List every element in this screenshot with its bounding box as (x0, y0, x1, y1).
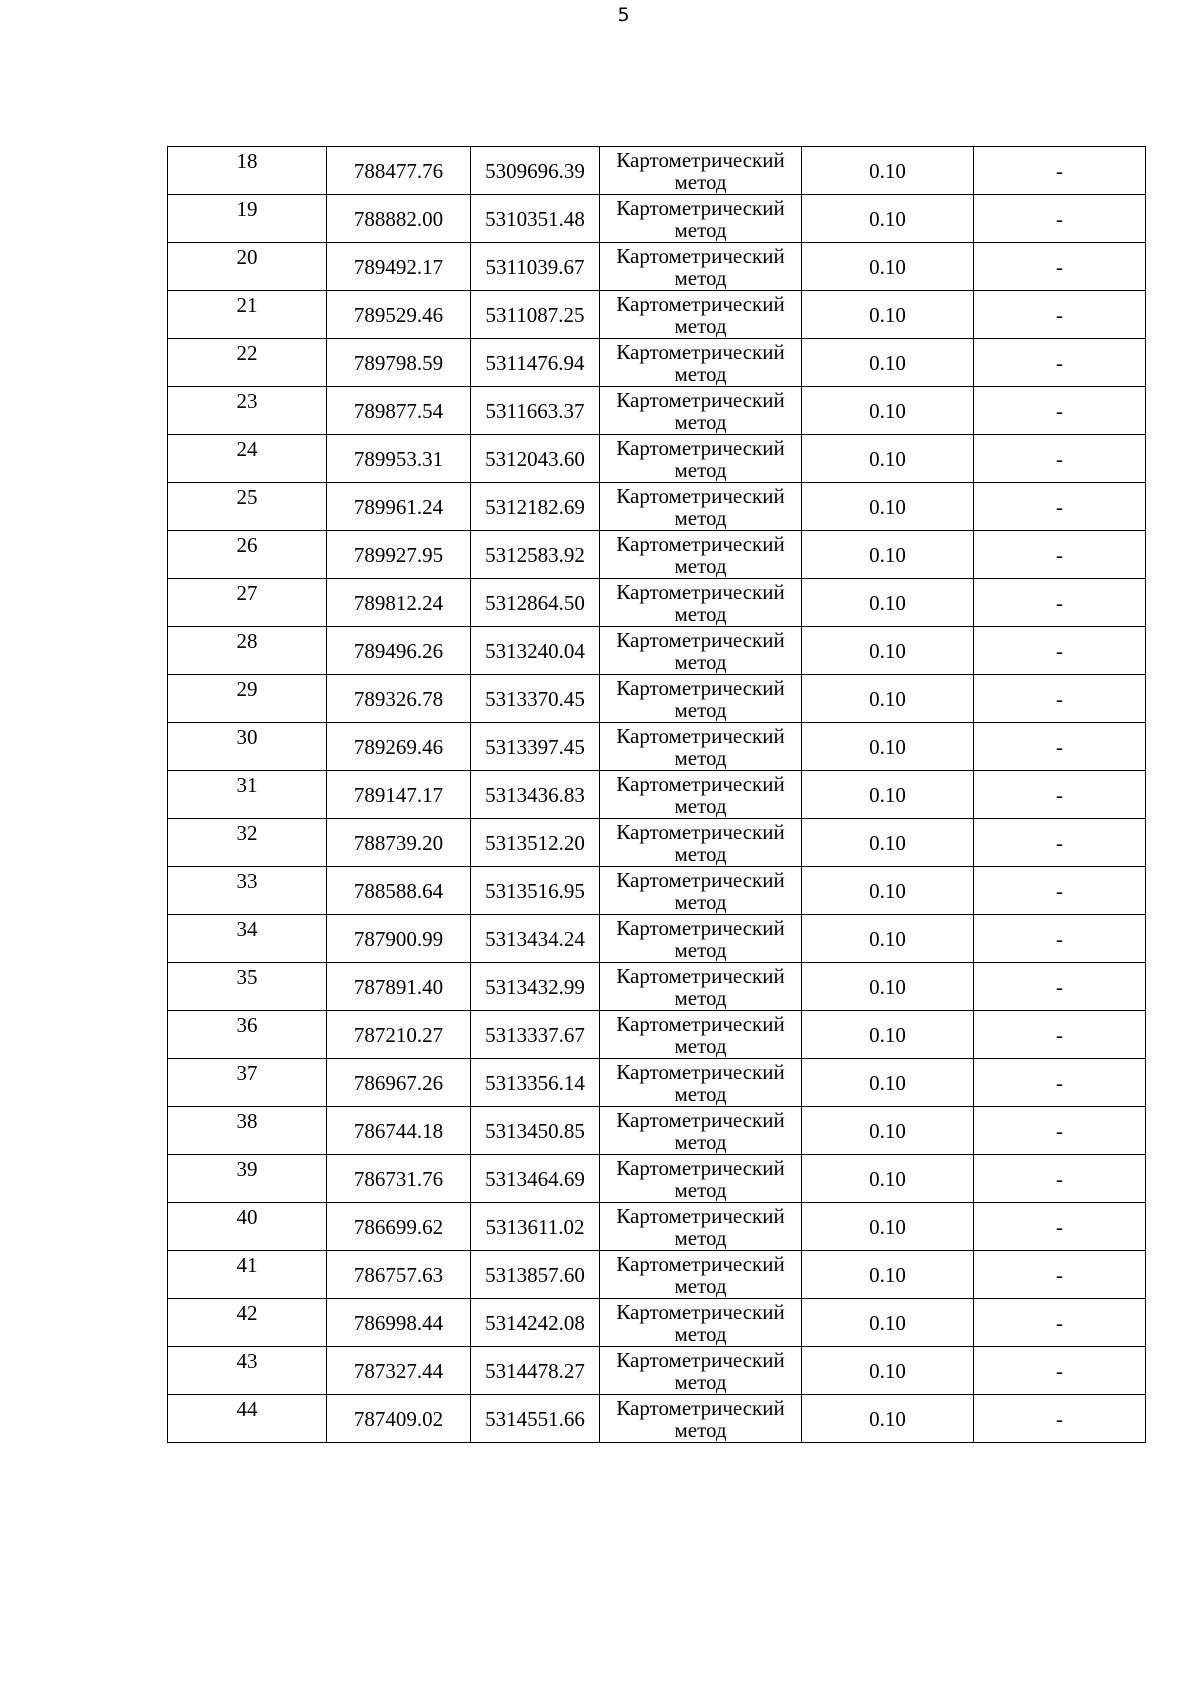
table-row (168, 483, 1146, 531)
method-line-2: метод (674, 1081, 727, 1106)
note-cell: - (974, 915, 1146, 963)
method-cell (600, 291, 802, 339)
note-cell: - (974, 1011, 1146, 1059)
accuracy-cell: 0.10 (802, 1011, 974, 1059)
x-coordinate-cell: 788588.64 (327, 867, 471, 915)
table-row (168, 1299, 1146, 1347)
method-cell (600, 627, 802, 675)
method-cell (600, 915, 802, 963)
y-coordinate-cell: 5311039.67 (471, 243, 600, 291)
accuracy-cell: 0.10 (802, 291, 974, 339)
y-coordinate-cell: 5313464.69 (471, 1155, 600, 1203)
note-cell: - (974, 339, 1146, 387)
accuracy-cell: 0.10 (802, 195, 974, 243)
point-number-cell: 40 (168, 1203, 327, 1251)
method-cell (600, 243, 802, 291)
table-row (168, 1059, 1146, 1107)
point-number-cell: 23 (168, 387, 327, 435)
accuracy-cell: 0.10 (802, 1251, 974, 1299)
method-line-1: Картометрический (616, 1251, 785, 1276)
table-row (168, 435, 1146, 483)
table-row (168, 387, 1146, 435)
y-coordinate-cell: 5312182.69 (471, 483, 600, 531)
accuracy-cell: 0.10 (802, 243, 974, 291)
x-coordinate-cell: 786744.18 (327, 1107, 471, 1155)
method-line-1: Картометрический (616, 1155, 785, 1180)
table-row (168, 771, 1146, 819)
method-cell (600, 1011, 802, 1059)
method-line-2: метод (674, 601, 727, 626)
method-cell (600, 1107, 802, 1155)
y-coordinate-cell: 5313337.67 (471, 1011, 600, 1059)
table-row (168, 243, 1146, 291)
method-line-2: метод (674, 985, 727, 1010)
table-row (168, 867, 1146, 915)
point-number-cell: 36 (168, 1011, 327, 1059)
table-row (168, 1347, 1146, 1395)
note-cell: - (974, 1299, 1146, 1347)
y-coordinate-cell: 5313356.14 (471, 1059, 600, 1107)
point-number-cell: 26 (168, 531, 327, 579)
x-coordinate-cell: 789877.54 (327, 387, 471, 435)
table-row (168, 339, 1146, 387)
method-line-1: Картометрический (616, 483, 785, 508)
method-cell (600, 1203, 802, 1251)
y-coordinate-cell: 5313434.24 (471, 915, 600, 963)
table-row (168, 627, 1146, 675)
method-line-2: метод (674, 553, 727, 578)
method-line-1: Картометрический (616, 387, 785, 412)
y-coordinate-cell: 5311476.94 (471, 339, 600, 387)
x-coordinate-cell: 789492.17 (327, 243, 471, 291)
method-line-2: метод (674, 1321, 727, 1346)
method-line-1: Картометрический (616, 291, 785, 316)
note-cell: - (974, 1203, 1146, 1251)
accuracy-cell: 0.10 (802, 963, 974, 1011)
method-cell (600, 723, 802, 771)
method-line-1: Картометрический (616, 1347, 785, 1372)
x-coordinate-cell: 789326.78 (327, 675, 471, 723)
note-cell: - (974, 387, 1146, 435)
method-cell (600, 771, 802, 819)
accuracy-cell: 0.10 (802, 1203, 974, 1251)
method-line-2: метод (674, 409, 727, 434)
x-coordinate-cell: 789147.17 (327, 771, 471, 819)
note-cell: - (974, 723, 1146, 771)
point-number-cell: 20 (168, 243, 327, 291)
method-cell (600, 387, 802, 435)
table-row (168, 1251, 1146, 1299)
method-line-2: метод (674, 1417, 727, 1442)
method-line-1: Картометрический (616, 627, 785, 652)
y-coordinate-cell: 5312043.60 (471, 435, 600, 483)
point-number-cell: 24 (168, 435, 327, 483)
accuracy-cell: 0.10 (802, 435, 974, 483)
point-number-cell: 27 (168, 579, 327, 627)
method-line-2: метод (674, 649, 727, 674)
note-cell: - (974, 195, 1146, 243)
method-line-2: метод (674, 313, 727, 338)
point-number-cell: 33 (168, 867, 327, 915)
note-cell: - (974, 579, 1146, 627)
note-cell: - (974, 1107, 1146, 1155)
method-line-1: Картометрический (616, 579, 785, 604)
point-number-cell: 34 (168, 915, 327, 963)
y-coordinate-cell: 5310351.48 (471, 195, 600, 243)
method-cell (600, 1251, 802, 1299)
accuracy-cell: 0.10 (802, 627, 974, 675)
point-number-cell: 43 (168, 1347, 327, 1395)
accuracy-cell: 0.10 (802, 531, 974, 579)
method-line-2: метод (674, 1033, 727, 1058)
y-coordinate-cell: 5311663.37 (471, 387, 600, 435)
note-cell: - (974, 531, 1146, 579)
accuracy-cell: 0.10 (802, 1155, 974, 1203)
table-row (168, 291, 1146, 339)
y-coordinate-cell: 5314242.08 (471, 1299, 600, 1347)
method-line-2: метод (674, 793, 727, 818)
x-coordinate-cell: 789529.46 (327, 291, 471, 339)
y-coordinate-cell: 5311087.25 (471, 291, 600, 339)
table-row (168, 915, 1146, 963)
method-line-1: Картометрический (616, 819, 785, 844)
note-cell: - (974, 1155, 1146, 1203)
method-cell (600, 1299, 802, 1347)
coordinates-table-body (168, 147, 1146, 1443)
method-line-1: Картометрический (616, 1203, 785, 1228)
table-row (168, 675, 1146, 723)
table-row (168, 1155, 1146, 1203)
y-coordinate-cell: 5313512.20 (471, 819, 600, 867)
note-cell: - (974, 1395, 1146, 1443)
method-line-1: Картометрический (616, 1299, 785, 1324)
method-line-2: метод (674, 361, 727, 386)
point-number-cell: 31 (168, 771, 327, 819)
method-line-2: метод (674, 1369, 727, 1394)
method-cell (600, 1347, 802, 1395)
y-coordinate-cell: 5313370.45 (471, 675, 600, 723)
table-row (168, 147, 1146, 195)
x-coordinate-cell: 789927.95 (327, 531, 471, 579)
table-row (168, 819, 1146, 867)
y-coordinate-cell: 5313450.85 (471, 1107, 600, 1155)
method-line-1: Картометрический (616, 1011, 785, 1036)
method-cell (600, 675, 802, 723)
method-line-2: метод (674, 889, 727, 914)
method-line-1: Картометрический (616, 1059, 785, 1084)
method-line-1: Картометрический (616, 1395, 785, 1420)
point-number-cell: 21 (168, 291, 327, 339)
y-coordinate-cell: 5309696.39 (471, 147, 600, 195)
accuracy-cell: 0.10 (802, 675, 974, 723)
method-line-1: Картометрический (616, 147, 785, 172)
method-line-2: метод (674, 697, 727, 722)
method-line-2: метод (674, 265, 727, 290)
method-cell (600, 435, 802, 483)
table-row (168, 195, 1146, 243)
y-coordinate-cell: 5313611.02 (471, 1203, 600, 1251)
table-row (168, 579, 1146, 627)
method-cell (600, 147, 802, 195)
method-cell (600, 1395, 802, 1443)
note-cell: - (974, 147, 1146, 195)
y-coordinate-cell: 5313857.60 (471, 1251, 600, 1299)
note-cell: - (974, 483, 1146, 531)
method-cell (600, 483, 802, 531)
point-number-cell: 44 (168, 1395, 327, 1443)
method-cell (600, 1155, 802, 1203)
y-coordinate-cell: 5313240.04 (471, 627, 600, 675)
method-line-1: Картометрический (616, 867, 785, 892)
y-coordinate-cell: 5313516.95 (471, 867, 600, 915)
table-row (168, 723, 1146, 771)
x-coordinate-cell: 787327.44 (327, 1347, 471, 1395)
x-coordinate-cell: 787900.99 (327, 915, 471, 963)
accuracy-cell: 0.10 (802, 1107, 974, 1155)
note-cell: - (974, 1347, 1146, 1395)
point-number-cell: 41 (168, 1251, 327, 1299)
x-coordinate-cell: 788882.00 (327, 195, 471, 243)
method-line-2: метод (674, 169, 727, 194)
method-line-2: метод (674, 1177, 727, 1202)
note-cell: - (974, 819, 1146, 867)
x-coordinate-cell: 786731.76 (327, 1155, 471, 1203)
table-row (168, 1107, 1146, 1155)
method-cell (600, 531, 802, 579)
method-cell (600, 819, 802, 867)
point-number-cell: 22 (168, 339, 327, 387)
coordinates-table (167, 146, 1146, 1443)
point-number-cell: 19 (168, 195, 327, 243)
accuracy-cell: 0.10 (802, 1395, 974, 1443)
table-row (168, 1203, 1146, 1251)
x-coordinate-cell: 788739.20 (327, 819, 471, 867)
method-line-1: Картометрический (616, 243, 785, 268)
x-coordinate-cell: 789812.24 (327, 579, 471, 627)
accuracy-cell: 0.10 (802, 387, 974, 435)
point-number-cell: 30 (168, 723, 327, 771)
method-line-2: метод (674, 1225, 727, 1250)
method-line-2: метод (674, 937, 727, 962)
note-cell: - (974, 867, 1146, 915)
method-line-2: метод (674, 1273, 727, 1298)
method-line-1: Картометрический (616, 1107, 785, 1132)
x-coordinate-cell: 789953.31 (327, 435, 471, 483)
accuracy-cell: 0.10 (802, 819, 974, 867)
method-line-1: Картометрический (616, 723, 785, 748)
table-row (168, 963, 1146, 1011)
x-coordinate-cell: 786998.44 (327, 1299, 471, 1347)
method-line-1: Картометрический (616, 675, 785, 700)
method-line-2: метод (674, 457, 727, 482)
table-row (168, 1395, 1146, 1443)
point-number-cell: 42 (168, 1299, 327, 1347)
x-coordinate-cell: 788477.76 (327, 147, 471, 195)
method-cell (600, 579, 802, 627)
point-number-cell: 29 (168, 675, 327, 723)
point-number-cell: 37 (168, 1059, 327, 1107)
note-cell: - (974, 243, 1146, 291)
method-cell (600, 1059, 802, 1107)
note-cell: - (974, 771, 1146, 819)
y-coordinate-cell: 5314478.27 (471, 1347, 600, 1395)
x-coordinate-cell: 787409.02 (327, 1395, 471, 1443)
method-cell (600, 963, 802, 1011)
note-cell: - (974, 675, 1146, 723)
accuracy-cell: 0.10 (802, 1347, 974, 1395)
point-number-cell: 38 (168, 1107, 327, 1155)
point-number-cell: 32 (168, 819, 327, 867)
y-coordinate-cell: 5314551.66 (471, 1395, 600, 1443)
x-coordinate-cell: 789496.26 (327, 627, 471, 675)
page-number: 5 (617, 4, 630, 26)
method-line-2: метод (674, 1129, 727, 1154)
point-number-cell: 35 (168, 963, 327, 1011)
accuracy-cell: 0.10 (802, 579, 974, 627)
accuracy-cell: 0.10 (802, 771, 974, 819)
method-cell (600, 195, 802, 243)
point-number-cell: 18 (168, 147, 327, 195)
x-coordinate-cell: 786699.62 (327, 1203, 471, 1251)
x-coordinate-cell: 786757.63 (327, 1251, 471, 1299)
method-line-1: Картометрический (616, 531, 785, 556)
method-line-1: Картометрический (616, 339, 785, 364)
note-cell: - (974, 1059, 1146, 1107)
method-line-1: Картометрический (616, 915, 785, 940)
x-coordinate-cell: 786967.26 (327, 1059, 471, 1107)
method-line-2: метод (674, 745, 727, 770)
method-line-1: Картометрический (616, 195, 785, 220)
accuracy-cell: 0.10 (802, 915, 974, 963)
table-row (168, 1011, 1146, 1059)
y-coordinate-cell: 5313397.45 (471, 723, 600, 771)
note-cell: - (974, 435, 1146, 483)
point-number-cell: 25 (168, 483, 327, 531)
method-cell (600, 339, 802, 387)
note-cell: - (974, 291, 1146, 339)
method-line-2: метод (674, 217, 727, 242)
note-cell: - (974, 1251, 1146, 1299)
note-cell: - (974, 963, 1146, 1011)
y-coordinate-cell: 5313436.83 (471, 771, 600, 819)
point-number-cell: 28 (168, 627, 327, 675)
method-line-1: Картометрический (616, 435, 785, 460)
accuracy-cell: 0.10 (802, 1299, 974, 1347)
accuracy-cell: 0.10 (802, 723, 974, 771)
x-coordinate-cell: 787891.40 (327, 963, 471, 1011)
accuracy-cell: 0.10 (802, 483, 974, 531)
method-line-1: Картометрический (616, 963, 785, 988)
y-coordinate-cell: 5312583.92 (471, 531, 600, 579)
accuracy-cell: 0.10 (802, 339, 974, 387)
accuracy-cell: 0.10 (802, 147, 974, 195)
method-line-2: метод (674, 505, 727, 530)
y-coordinate-cell: 5313432.99 (471, 963, 600, 1011)
x-coordinate-cell: 789798.59 (327, 339, 471, 387)
table-row (168, 531, 1146, 579)
accuracy-cell: 0.10 (802, 1059, 974, 1107)
point-number-cell: 39 (168, 1155, 327, 1203)
method-line-2: метод (674, 841, 727, 866)
method-line-1: Картометрический (616, 771, 785, 796)
x-coordinate-cell: 787210.27 (327, 1011, 471, 1059)
method-cell (600, 867, 802, 915)
note-cell: - (974, 627, 1146, 675)
x-coordinate-cell: 789269.46 (327, 723, 471, 771)
accuracy-cell: 0.10 (802, 867, 974, 915)
y-coordinate-cell: 5312864.50 (471, 579, 600, 627)
x-coordinate-cell: 789961.24 (327, 483, 471, 531)
